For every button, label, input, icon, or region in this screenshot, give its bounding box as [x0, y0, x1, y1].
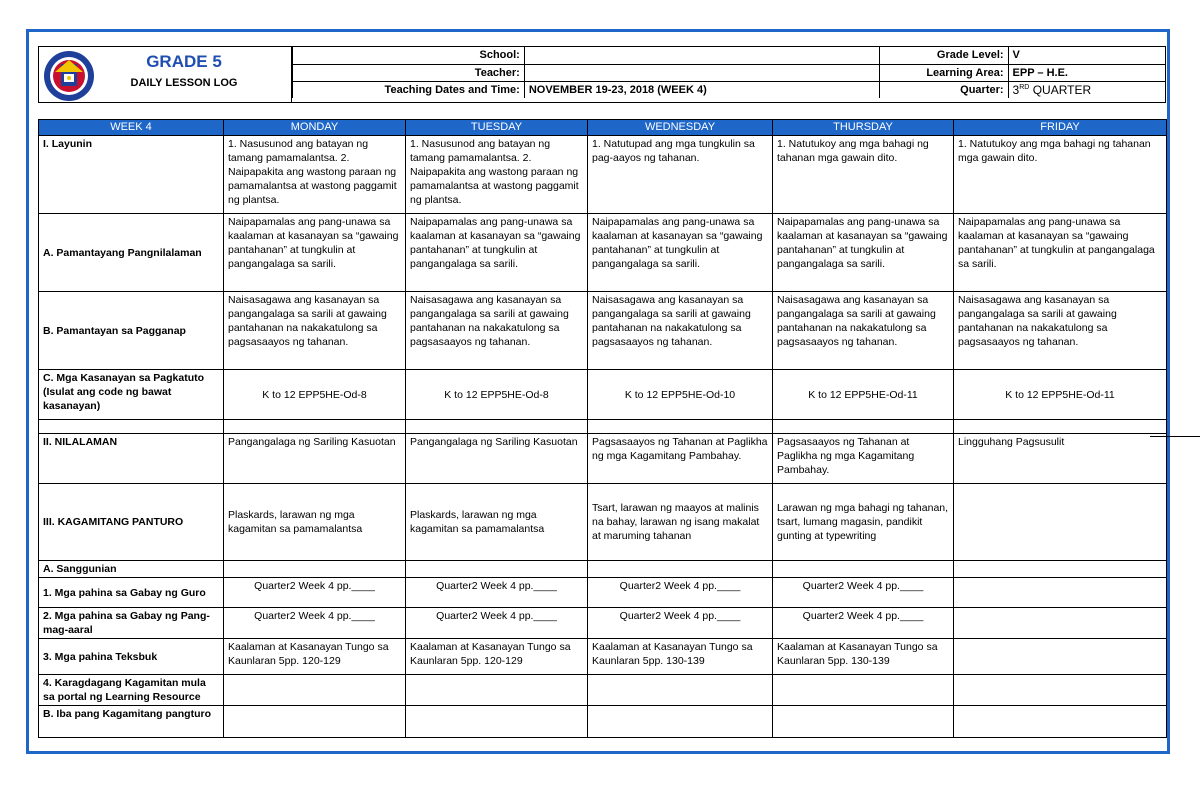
empty-cell	[224, 420, 406, 434]
cell-kasanayan-mon: K to 12 EPP5HE-Od-8	[224, 370, 406, 420]
empty-cell	[954, 561, 1167, 578]
cell-pagganap-tue: Naisasagawa ang kasanayan sa pangangalaga sa sarili at gawaing pantahanan na nakakatulong sa pagsasaayos ng tahanan.	[406, 292, 588, 370]
cell-guro-wed: Quarter2 Week 4 pp.____	[588, 578, 773, 608]
cell-mag-aaral-mon: Quarter2 Week 4 pp.____	[224, 608, 406, 639]
grade-level-label: Grade Level:	[879, 47, 1008, 64]
col-monday: MONDAY	[224, 120, 406, 136]
cell-pagganap-fri: Naisasagawa ang kasanayan sa pangangalaga sa sarili at gawaing pantahanan na nakakatulong sa pagsasaayos ng tahanan.	[954, 292, 1167, 370]
school-label: School:	[293, 47, 525, 64]
row-label-sanggunian: A. Sanggunian	[39, 561, 224, 578]
grade-title: GRADE 5	[146, 52, 222, 71]
table-row	[39, 639, 1167, 675]
deped-seal-icon	[43, 50, 95, 102]
table-row	[39, 608, 1167, 639]
log-title: DAILY LESSON LOG	[130, 77, 238, 89]
cell-nilalaman-mon: Pangangalaga ng Sariling Kasuotan	[224, 434, 406, 484]
row-label-iba-pa: B. Iba pang Kagamitang pangturo	[39, 706, 224, 738]
cell-nilalaman-tue: Pangangalaga ng Sariling Kasuotan	[406, 434, 588, 484]
cell-guro-mon: Quarter2 Week 4 pp.____	[224, 578, 406, 608]
quarter-number: 3	[1012, 82, 1020, 97]
cell-layunin-thu: 1. Natutukoy ang mga bahagi ng tahanan mga gawain dito.	[773, 136, 954, 214]
row-label-nilalaman: II. NILALAMAN	[39, 434, 224, 484]
cell-pangnilalaman-wed: Naipapamalas ang pang-unawa sa kaalaman at kasanayan sa “gawaing pantahanan” at tungkulin at pangangalaga sa sarili.	[588, 214, 773, 292]
empty-cell	[773, 561, 954, 578]
cell-layunin-mon: 1. Nasusunod ang batayan ng tamang pamamalantsa. 2. Naipapakita ang wastong paraan ng pamamalantsa at wastong paggamit ng plantsa.	[224, 136, 406, 214]
cell-layunin-tue: 1. Nasusunod ang batayan ng tamang pamamalantsa. 2. Naipapakita ang wastong paraan ng pamamalantsa at wastong paggamit ng plantsa.	[406, 136, 588, 214]
table-row	[39, 292, 1167, 370]
cell-pagganap-mon: Naisasagawa ang kasanayan sa pangangalaga sa sarili at gawaing pantahanan na nakakatulong sa pagsasaayos ng tahanan.	[224, 292, 406, 370]
empty-cell	[588, 706, 773, 738]
cell-guro-tue: Quarter2 Week 4 pp.____	[406, 578, 588, 608]
empty-cell	[773, 420, 954, 434]
cell-pangnilalaman-tue: Naipapamalas ang pang-unawa sa kaalaman at kasanayan sa “gawaing pantahanan” at tungkulin at pangangalaga sa sarili.	[406, 214, 588, 292]
cell-kagamitan-wed: Tsart, larawan ng maayos at malinis na bahay, larawan ng isang makalat at maruming tahanan	[588, 484, 773, 561]
cell-pagganap-wed: Naisasagawa ang kasanayan sa pangangalaga sa sarili at gawaing pantahanan na nakakatulong sa pagsasaayos ng tahanan.	[588, 292, 773, 370]
table-row	[39, 561, 1167, 578]
empty-cell	[954, 675, 1167, 706]
empty-cell	[588, 675, 773, 706]
empty-cell	[406, 561, 588, 578]
empty-cell	[224, 675, 406, 706]
row-label-guro: 1. Mga pahina sa Gabay ng Guro	[39, 578, 224, 608]
cell-kasanayan-tue: K to 12 EPP5HE-Od-8	[406, 370, 588, 420]
empty-cell	[406, 420, 588, 434]
cell-kasanayan-thu: K to 12 EPP5HE-Od-11	[773, 370, 954, 420]
cell-teksbuk-mon: Kaalaman at Kasanayan Tungo sa Kaunlaran 5pp. 120-129	[224, 639, 406, 675]
cell-pangnilalaman-mon: Naipapamalas ang pang-unawa sa kaalaman at kasanayan sa “gawaing pantahanan” at tungkulin at pangangalaga sa sarili.	[224, 214, 406, 292]
teacher-value	[524, 64, 879, 81]
cell-teksbuk-thu: Kaalaman at Kasanayan Tungo sa Kaunlaran 5pp. 130-139	[773, 639, 954, 675]
col-thursday: THURSDAY	[773, 120, 954, 136]
teacher-label: Teacher:	[293, 64, 525, 81]
empty-cell	[224, 706, 406, 738]
table-header-row	[39, 120, 1167, 136]
cell-nilalaman-fri: Lingguhang Pagsusulit	[954, 434, 1167, 484]
empty-cell	[406, 675, 588, 706]
col-wednesday: WEDNESDAY	[588, 120, 773, 136]
row-label-mag-aaral: 2. Mga pahina sa Gabay ng Pang-mag-aaral	[39, 608, 224, 639]
quarter-value	[1008, 81, 1165, 98]
empty-cell	[224, 561, 406, 578]
lesson-log-table	[38, 119, 1167, 738]
cell-layunin-wed: 1. Natutupad ang mga tungkulin sa pag-aayos ng tahanan.	[588, 136, 773, 214]
cell-kagamitan-mon: Plaskards, larawan ng mga kagamitan sa pamamalantsa	[224, 484, 406, 561]
col-week: WEEK 4	[39, 120, 224, 136]
quarter-word: QUARTER	[1032, 82, 1092, 97]
empty-cell	[773, 706, 954, 738]
spacer-row	[39, 420, 1167, 434]
row-label-layunin: I. Layunin	[39, 136, 224, 214]
cell-teksbuk-fri	[954, 639, 1167, 675]
table-row	[39, 484, 1167, 561]
cell-kagamitan-thu: Larawan ng mga bahagi ng tahanan, tsart, lumang magasin, pandikit gunting at typewriting	[773, 484, 954, 561]
cell-mag-aaral-wed: Quarter2 Week 4 pp.____	[588, 608, 773, 639]
empty-cell	[954, 420, 1167, 434]
learning-area-value: EPP – H.E.	[1008, 64, 1165, 81]
grade-level-value: V	[1008, 47, 1165, 64]
cell-pagganap-thu: Naisasagawa ang kasanayan sa pangangalaga sa sarili at gawaing pantahanan na nakakatulong sa pagsasaayos ng tahanan.	[773, 292, 954, 370]
table-row	[39, 706, 1167, 738]
cell-teksbuk-wed: Kaalaman at Kasanayan Tungo sa Kaunlaran 5pp. 130-139	[588, 639, 773, 675]
quarter-label: Quarter:	[879, 81, 1008, 98]
school-value	[524, 47, 879, 64]
row-label-pagganap: B. Pamantayan sa Pagganap	[39, 292, 224, 370]
cell-mag-aaral-fri	[954, 608, 1167, 639]
cell-nilalaman-wed: Pagsasaayos ng Tahanan at Paglikha ng mga Kagamitang Pambahay.	[588, 434, 773, 484]
dates-label: Teaching Dates and Time:	[293, 81, 525, 98]
empty-cell	[588, 420, 773, 434]
cell-teksbuk-tue: Kaalaman at Kasanayan Tungo sa Kaunlaran 5pp. 120-129	[406, 639, 588, 675]
logo-box	[39, 47, 292, 102]
col-friday: FRIDAY	[954, 120, 1167, 136]
empty-cell	[39, 420, 224, 434]
learning-area-label: Learning Area:	[879, 64, 1008, 81]
col-tuesday: TUESDAY	[406, 120, 588, 136]
cell-guro-fri	[954, 578, 1167, 608]
row-label-pangnilalaman: A. Pamantayang Pangnilalaman	[39, 214, 224, 292]
margin-line	[1150, 436, 1200, 437]
table-row	[39, 578, 1167, 608]
empty-cell	[954, 706, 1167, 738]
header-block	[38, 46, 1166, 103]
cell-mag-aaral-tue: Quarter2 Week 4 pp.____	[406, 608, 588, 639]
cell-pangnilalaman-fri: Naipapamalas ang pang-unawa sa kaalaman at kasanayan sa “gawaing pantahanan” at tungkulin at pangangalaga sa sarili.	[954, 214, 1167, 292]
info-table	[292, 47, 1165, 98]
empty-cell	[406, 706, 588, 738]
cell-kasanayan-wed: K to 12 EPP5HE-Od-10	[588, 370, 773, 420]
table-row	[39, 136, 1167, 214]
empty-cell	[588, 561, 773, 578]
cell-pangnilalaman-thu: Naipapamalas ang pang-unawa sa kaalaman at kasanayan sa “gawaing pantahanan” at tungkulin at pangangalaga sa sarili.	[773, 214, 954, 292]
table-row	[39, 675, 1167, 706]
dates-value: NOVEMBER 19-23, 2018 (WEEK 4)	[524, 81, 879, 98]
row-label-teksbuk: 3. Mga pahina Teksbuk	[39, 639, 224, 675]
quarter-suffix: RD	[1019, 83, 1030, 91]
cell-kagamitan-tue: Plaskards, larawan ng mga kagamitan sa pamamalantsa	[406, 484, 588, 561]
cell-nilalaman-thu: Pagsasaayos ng Tahanan at Paglikha ng mga Kagamitang Pambahay.	[773, 434, 954, 484]
cell-layunin-fri: 1. Natutukoy ang mga bahagi ng tahanan mga gawain dito.	[954, 136, 1167, 214]
row-label-portal: 4. Karagdagang Kagamitan mula sa portal ng Learning Resource	[39, 675, 224, 706]
row-label-kasanayan: C. Mga Kasanayan sa Pagkatuto (Isulat ang code ng bawat kasanayan)	[39, 370, 224, 420]
cell-kasanayan-fri: K to 12 EPP5HE-Od-11	[954, 370, 1167, 420]
table-row	[39, 434, 1167, 484]
table-row	[39, 214, 1167, 292]
cell-kagamitan-fri	[954, 484, 1167, 561]
table-row	[39, 370, 1167, 420]
empty-cell	[773, 675, 954, 706]
cell-guro-thu: Quarter2 Week 4 pp.____	[773, 578, 954, 608]
cell-mag-aaral-thu: Quarter2 Week 4 pp.____	[773, 608, 954, 639]
row-label-kagamitan: III. KAGAMITANG PANTURO	[39, 484, 224, 561]
